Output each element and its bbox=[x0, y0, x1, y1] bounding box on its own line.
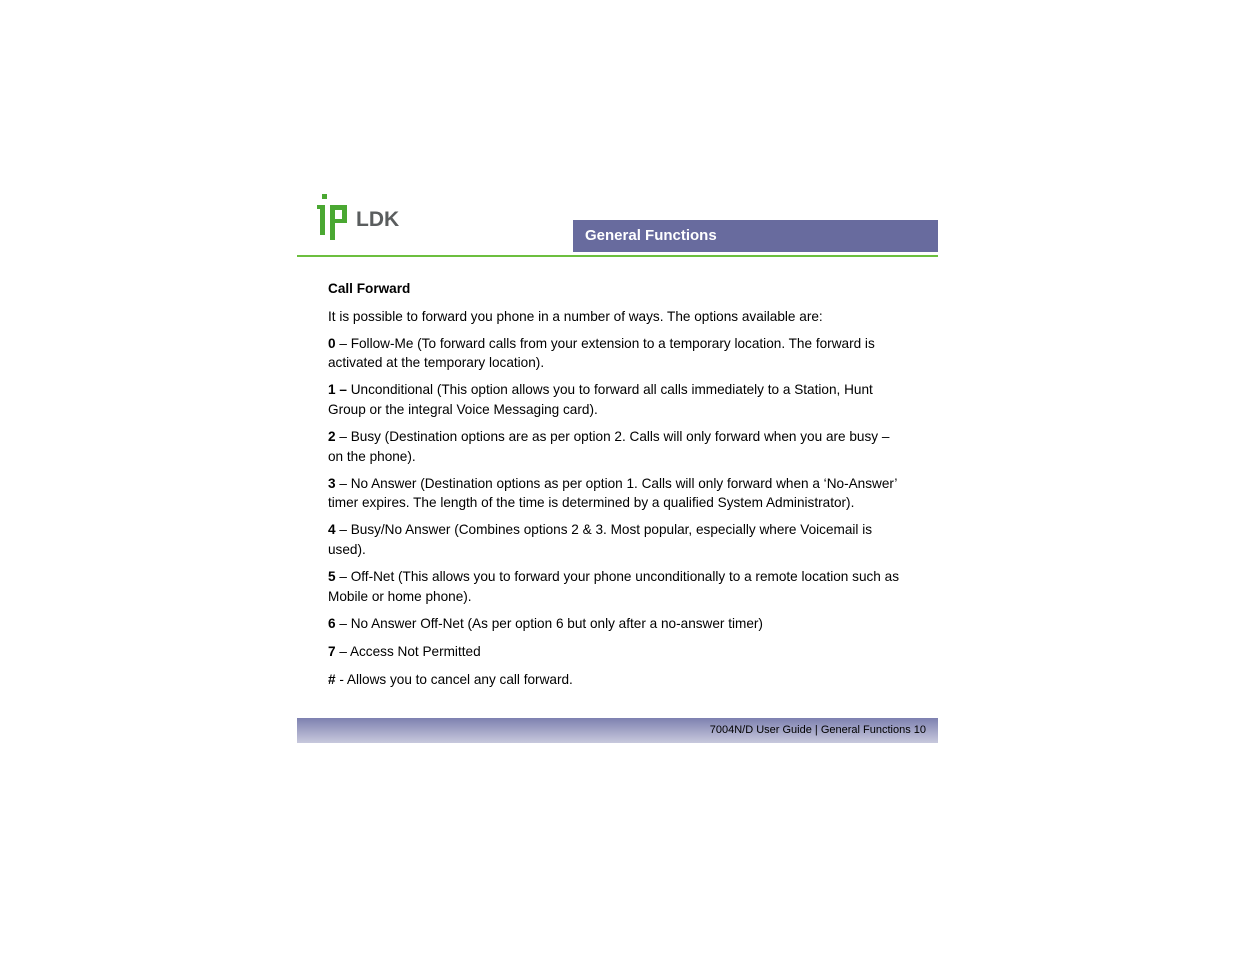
intro-paragraph: It is possible to forward you phone in a number of ways. The options available are: bbox=[328, 308, 823, 324]
option-key: 2 bbox=[328, 429, 336, 445]
option-item bbox=[328, 474, 906, 513]
page-content bbox=[328, 279, 906, 697]
option-item bbox=[328, 614, 906, 634]
page-heading: Call Forward bbox=[328, 281, 411, 296]
section-title: General Functions bbox=[573, 220, 938, 252]
option-item bbox=[328, 520, 906, 559]
option-item bbox=[328, 670, 906, 690]
option-separator: – bbox=[335, 522, 351, 538]
option-text: Busy (Destination options are as per option 2. Calls will only forward when you are busy – on the phone). bbox=[328, 429, 890, 464]
header-divider bbox=[297, 255, 938, 257]
option-key: # bbox=[328, 672, 336, 687]
footer-bar bbox=[297, 718, 938, 743]
option-key: 4 bbox=[328, 522, 336, 538]
option-separator: – bbox=[335, 475, 351, 491]
option-item bbox=[328, 567, 906, 606]
option-separator: – bbox=[335, 335, 351, 351]
option-key: 6 bbox=[328, 615, 336, 631]
option-text: Follow-Me (To forward calls from your extension to a temporary location. The forward is activated at the temporary location). bbox=[328, 335, 875, 371]
footer-page-label: 7004N/D User Guide | General Functions 10 bbox=[709, 724, 926, 736]
option-separator: – bbox=[335, 429, 351, 445]
option-text: Busy/No Answer (Combines options 2 & 3. Most popular, especially where Voicemail is used). bbox=[328, 522, 873, 558]
option-text: Off-Net (This allows you to forward your phone unconditionally to a remote location such as Mobile or home phone). bbox=[328, 569, 899, 604]
option-text: Allows you to cancel any call forward. bbox=[346, 672, 573, 687]
option-item bbox=[328, 427, 906, 466]
ipldk-logo bbox=[317, 194, 400, 240]
option-key: 1 – bbox=[328, 382, 347, 398]
option-separator: – bbox=[335, 569, 351, 585]
option-text: Access Not Permitted bbox=[349, 643, 481, 659]
option-separator: - bbox=[335, 672, 347, 687]
option-item bbox=[328, 642, 906, 662]
option-key: 3 bbox=[328, 475, 336, 491]
option-text: No Answer (Destination options as per option 1. Calls will only forward when a ‘No-Answer’ timer expires. The length of the time is determined by a qualified System Administrator). bbox=[328, 475, 897, 511]
option-item bbox=[328, 334, 906, 373]
option-item bbox=[328, 380, 906, 419]
option-text: Unconditional (This option allows you to forward all calls immediately to a Station, Hunt Group or the integral Voice Messaging card). bbox=[328, 382, 873, 417]
option-text: No Answer Off-Net (As per option 6 but only after a no-answer timer) bbox=[350, 615, 763, 631]
option-key: 0 bbox=[328, 335, 336, 351]
logo-text: LDK bbox=[356, 208, 400, 231]
option-key: 5 bbox=[328, 569, 336, 585]
option-separator: – bbox=[335, 615, 351, 631]
document-page bbox=[297, 190, 938, 743]
option-key: 7 bbox=[328, 643, 336, 659]
option-separator: – bbox=[335, 643, 350, 659]
